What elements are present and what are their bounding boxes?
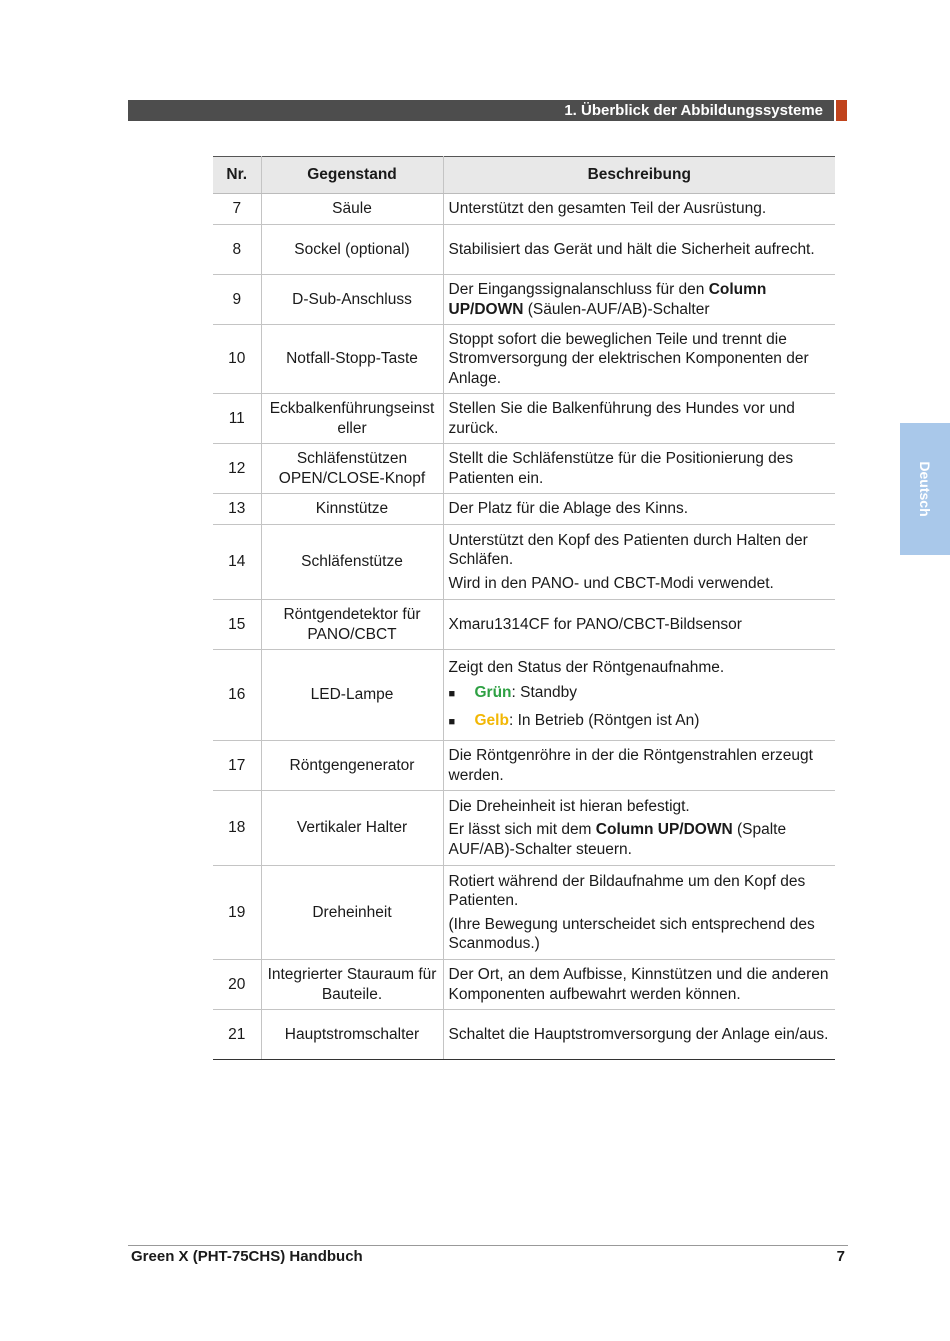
row-item: Hauptstromschalter [261,1010,443,1060]
row-number: 7 [213,194,261,225]
row-description [443,866,835,960]
column-header-description: Beschreibung [443,157,835,194]
footer-model: PHT-75CHS [197,1248,281,1265]
status-text: : In Betrieb (Röntgen ist An) [508,711,700,729]
row-description: Stellen Sie die Balkenführung des Hundes vor und zurück. [443,394,835,444]
row-item: Dreheinheit [261,866,443,960]
table-row [213,194,835,225]
table-row [213,791,835,866]
row-number: 12 [213,444,261,494]
row-item: Sockel (optional) [261,225,443,275]
desc-second-paragraph: Wird in den PANO- und CBCT-Modi verwendet. [448,574,774,592]
row-number: 16 [213,650,261,741]
column-header-nr: Nr. [213,157,261,194]
row-description [443,275,835,325]
row-description: Der Ort, an dem Aufbisse, Kinnstützen und die anderen Komponenten aufbewahrt werden können. [443,960,835,1010]
row-description [443,791,835,866]
table-row [213,275,835,325]
row-number: 13 [213,494,261,525]
row-description: Xmaru1314CF for PANO/CBCT-Bildsensor [443,600,835,650]
desc-text: Der Eingangssignalanschluss für den [448,281,709,298]
table-row [213,444,835,494]
section-header-bar [128,100,834,121]
row-description: Schaltet die Hauptstromversorgung der Anlage ein/aus. [443,1010,835,1060]
status-bullet-yellow [449,711,832,733]
row-item-text: Eckbalkenführungseinsteller [269,400,435,437]
row-item [261,394,443,444]
desc-bold-text: Column UP/DOWN [448,281,767,318]
row-description: Stoppt sofort die beweglichen Teile und trennt die Stromversorgung der elektrischen Komponenten der Anlage. [443,325,835,394]
table-row [213,225,835,275]
desc-text: Zeigt den Status der Röntgenaufnahme. [448,658,725,676]
footer-title-part: ) Handbuch [280,1248,363,1265]
table-row [213,866,835,960]
row-item: Kinnstütze [261,494,443,525]
desc-text: Unterstützt den Kopf des Patienten durch Halten der Schläfen. [448,531,808,569]
table-row [213,1010,835,1060]
table-row [213,741,835,791]
desc-text: Die Dreheinheit ist hieran befestigt. [448,797,690,815]
table-row [213,960,835,1010]
row-item: Schläfenstütze [261,525,443,600]
row-number: 11 [213,394,261,444]
row-description [443,525,835,600]
footer-manual-title [131,1248,363,1265]
desc-text: Er lässt sich mit dem [448,821,596,839]
row-description: Stellt die Schläfenstütze für die Positionierung des Patienten ein. [443,444,835,494]
status-label-green: Grün [474,684,512,702]
row-item: Röntgendetektor für PANO/CBCT [261,600,443,650]
row-number: 8 [213,225,261,275]
row-item: Integrierter Stauraum für Bauteile. [261,960,443,1010]
row-item: Säule [261,194,443,225]
row-description: Stabilisiert das Gerät und hält die Sicherheit aufrecht. [443,225,835,275]
row-number: 21 [213,1010,261,1060]
table-row [213,394,835,444]
square-bullet-icon: ■ [448,715,456,728]
table-header-row [213,157,835,194]
row-item: LED-Lampe [261,650,443,741]
desc-second-paragraph [449,820,832,859]
component-table [213,156,835,1060]
footer-divider [128,1245,848,1246]
status-bullet-green [449,683,832,705]
desc-second-paragraph: (Ihre Bewegung unterscheidet sich entsprechend des Scanmodus.) [448,915,815,952]
table-row [213,494,835,525]
desc-bold-text: Column UP/DOWN [595,821,733,839]
section-title: 1. Überblick der Abbildungssysteme [564,102,823,119]
row-item: Vertikaler Halter [261,791,443,866]
row-item: Schläfenstützen OPEN/CLOSE-Knopf [261,444,443,494]
footer-title-part: Green X ( [131,1248,198,1265]
row-number: 15 [213,600,261,650]
desc-text: Rotiert während der Bildaufnahme um den Kopf des Patienten. [448,872,806,909]
row-number: 20 [213,960,261,1010]
row-number: 14 [213,525,261,600]
desc-text: (Säulen-AUF/AB)-Schalter [523,300,710,318]
header-accent-block [836,100,847,121]
square-bullet-icon: ■ [448,688,456,701]
row-description: Unterstützt den gesamten Teil der Ausrüstung. [443,194,835,225]
row-number: 17 [213,741,261,791]
row-number: 10 [213,325,261,394]
status-label-yellow: Gelb [474,711,509,729]
row-number: 9 [213,275,261,325]
row-item: Röntgengenerator [261,741,443,791]
row-description: Die Röntgenröhre in der die Röntgenstrahlen erzeugt werden. [443,741,835,791]
row-description: Der Platz für die Ablage des Kinns. [443,494,835,525]
column-header-item: Gegenstand [261,157,443,194]
row-item: D-Sub-Anschluss [261,275,443,325]
status-text: : Standby [511,684,578,702]
row-item: Notfall-Stopp-Taste [261,325,443,394]
page-number: 7 [836,1248,845,1265]
desc-text: (Spalte AUF/AB)-Schalter steuern. [448,821,787,858]
row-number: 19 [213,866,261,960]
language-tab-label: Deutsch [917,461,933,517]
table-row [213,650,835,741]
row-description [443,650,835,741]
table-row [213,600,835,650]
table-row [213,325,835,394]
row-number: 18 [213,791,261,866]
language-tab[interactable] [900,423,950,555]
table-row [213,525,835,600]
